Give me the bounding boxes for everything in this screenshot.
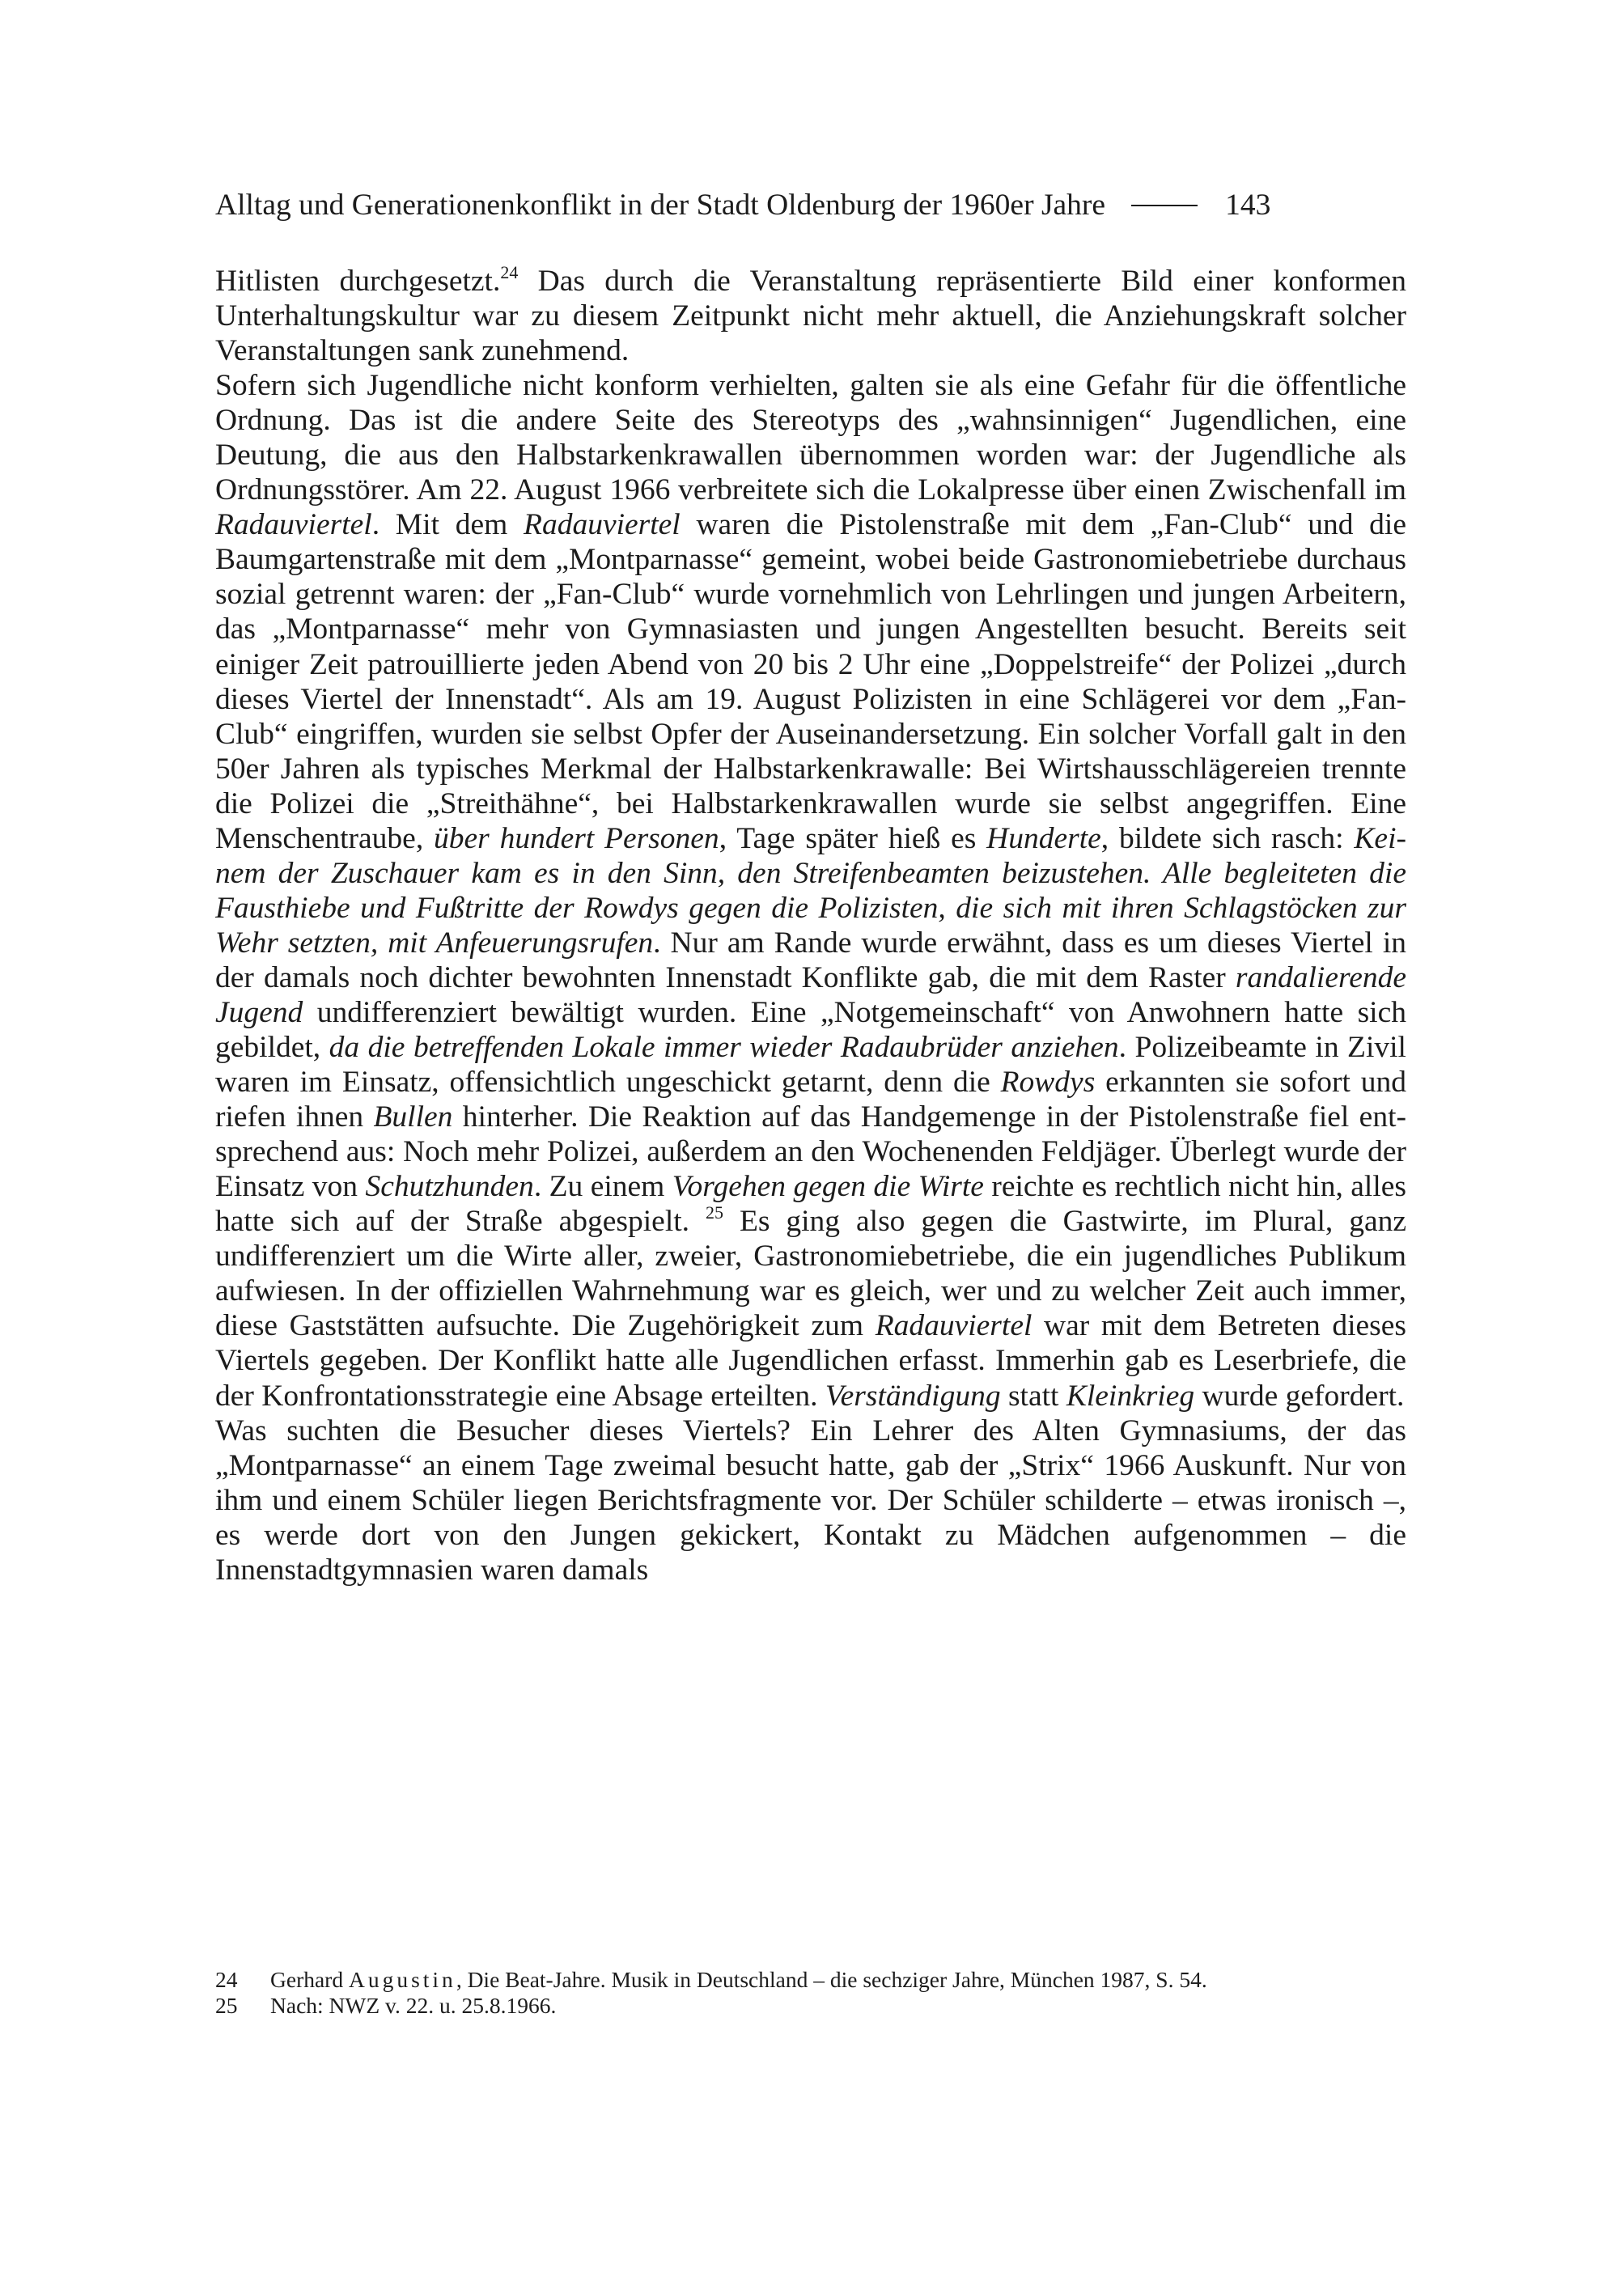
paragraph-3	[215, 1414, 1406, 1587]
italic-quote: über hundert Personen	[434, 821, 719, 855]
text-run: . Mit dem	[371, 508, 524, 542]
italic-term: Verständigung	[825, 1379, 1001, 1413]
italic-term: Bullen	[373, 1100, 453, 1134]
text-run: Hitlisten durchgesetzt.	[215, 265, 501, 298]
running-header-title: Alltag und Generationenkonflikt in der Stadt Oldenburg der 1960er Jahre	[215, 188, 1106, 222]
text-run: , Tage später hieß es	[719, 821, 987, 855]
text-run: Gerhard	[270, 1967, 349, 1992]
footnote-24	[215, 1967, 1406, 1993]
text-run: wurde gefordert.	[1194, 1379, 1405, 1413]
text-run: reichte es rechtlich nicht hin, alles hatte sich auf der Straße abgespielt.	[215, 1170, 1406, 1239]
italic-term: Radauviertel	[524, 508, 681, 542]
italic-term: Radauviertel	[215, 508, 372, 542]
text-run: erkannten sie sofort und riefen ihnen	[215, 1066, 1406, 1134]
text-run: . Polizeibeamte in Zivil waren im Einsatz, offensichtlich ungeschickt getarnt, denn die	[215, 1031, 1406, 1100]
italic-quote: da die betreffenden Lokale immer wieder Radaubrüder anziehen	[329, 1031, 1119, 1065]
running-header	[215, 183, 1406, 227]
text-run: Es ging also gegen die Gastwirte, im Plural, ganz undifferenziert um die Wirte aller, zweier, Gastronomiebetriebe, die ein jugendliches Publikum aufwiesen. In der offiziellen Wahrnehmung war es gleich, wer und zu welcher Zeit auch immer, diese Gaststätten aufsuchte. Die Zugehörigkeit zum	[215, 1205, 1406, 1343]
footnote-number: 24	[215, 1967, 238, 1992]
italic-quote: Vorgehen gegen die Wirte	[672, 1170, 984, 1204]
footnote-ref-25: 25	[705, 1202, 723, 1223]
footnote-number: 25	[215, 1992, 238, 2018]
text-run: , bildete sich rasch:	[1100, 821, 1355, 855]
header-rule	[1131, 205, 1198, 206]
footnotes	[215, 1967, 1406, 2018]
text-run: Was suchten die Besucher dieses Viertels? Ein Lehrer des Alten Gymnasiums, der das „Montparnasse“ an einem Tage zweimal besucht hatte, gab der „Strix“ 1966 Auskunft. Nur von ihm und einem Schüler liegen Berichtsfragmente vor. Der Schüler schilderte – etwas ironisch –, es werde dort von den Jungen gekickert, Kontakt zu Mädchen aufgenommen – die Innenstadtgymnasien waren damals	[215, 1414, 1406, 1587]
text-run: . Nur am Rande wurde erwähnt, dass es um dieses Viertel in der damals noch dichter bewohnten Innenstadt Konflikte gab, die mit dem Raster	[215, 926, 1406, 994]
text-run: Nach: NWZ v. 22. u. 25.8.1966.	[270, 1992, 557, 2018]
text-run: war mit dem Betreten dieses Viertels gegeben. Der Konflikt hatte alle Jugendlichen erfasst. Immerhin gab es Leserbriefe, die der Konfrontationsstrategie eine Absage erteilten.	[215, 1309, 1406, 1413]
paragraph-2	[215, 368, 1406, 1413]
page-number: 143	[1225, 188, 1271, 222]
book-page	[215, 0, 1406, 2293]
italic-term: Kleinkrieg	[1066, 1379, 1195, 1413]
footnote-text	[270, 1993, 1406, 2019]
italic-term: Radauviertel	[875, 1309, 1032, 1343]
italic-term: Rowdys	[1000, 1066, 1096, 1100]
text-run: Sofern sich Jugendliche nicht konform verhielten, galten sie als eine Gefahr für die öffentliche Ordnung. Das ist die andere Seite des Stereotyps des „wahnsinnigen“ Jugendlichen, eine Deutung, die aus den Halbstarkenkrawallen übernommen worden war: der Jugendliche als Ordnungsstörer. Am 22. August 1966 verbreitete sich die Lokalpresse über einen Zwischenfall im	[215, 369, 1406, 507]
footnote-25	[215, 1993, 1406, 2019]
italic-quote: Keinem der Zuschauer kam es in den Sinn, den Streifenbeamten beizustehen. Alle begleiteten die Fausthiebe und Fußtritte der Rowdys gegen die Polizisten, die sich mit ihren Schlagstöcken zur Wehr setzten, mit Anfeuerungsrufen	[215, 821, 1406, 960]
text-run: undifferenziert bewältigt wurden. Eine „Notgemeinschaft“ von Anwohnern hatte sich gebildet,	[215, 995, 1406, 1065]
author-surname: Augustin	[348, 1967, 456, 1992]
text-run: . Zu einem	[533, 1170, 672, 1204]
footnote-text	[270, 1967, 1406, 1993]
text-run: Das durch die Veranstaltung repräsentierte Bild einer konformen Unterhaltungskultur war zu diesem Zeitpunkt nicht mehr aktuell, die Anziehungskraft solcher Veranstaltungen sank zunehmend.	[215, 265, 1406, 368]
text-run: waren die Pistolenstraße mit dem „Fan-Club“ und die Baumgartenstraße mit dem „Montparnasse“ gemeint, wobei beide Gastronomiebetriebe durchaus sozial getrennt waren: der „Fan-Club“ wurde vornehmlich von Lehrlingen und jungen Arbeitern, das „Montparnasse“ mehr von Gymnasiasten und jungen Angestellten besucht. Bereits seit einiger Zeit patrouillierte jeden Abend von 20 bis 2 Uhr eine „Doppelstreife“ der Polizei „durch dieses Viertel der Innenstadt“. Als am 19. August Polizisten in eine Schlägerei vor dem „Fan-Club“ eingriffen, wurden sie selbst Opfer der Auseinandersetzung. Ein solcher Vorfall galt in den 50er Jahren als typisches Merkmal der Halbstarkenkrawalle: Bei Wirtshausschlägereien trennte die Polizei die „Streithähne“, bei Halbstarkenkrawallen wurde sie selbst angegriffen. Eine Menschentraube,	[215, 508, 1406, 855]
italic-quote: Hunderte	[986, 821, 1101, 855]
paragraph-1	[215, 264, 1406, 368]
body-text	[215, 264, 1406, 1587]
footnote-ref-24: 24	[500, 262, 519, 282]
text-run: statt	[1000, 1379, 1066, 1413]
italic-term: randalierende Jugend	[215, 960, 1406, 1029]
text-run: hinterher. Die Reaktion auf das Handgemenge in der Pistolenstraße fiel entsprechend aus: Noch mehr Polizei, außerdem an den Wochenenden Feldjäger. Überlegt wurde der Einsatz von	[215, 1100, 1406, 1204]
italic-term: Schutzhunden	[365, 1170, 534, 1204]
text-run: , Die Beat-Jahre. Musik in Deutschland – die sechziger Jahre, München 1987, S. 54.	[456, 1967, 1207, 1992]
